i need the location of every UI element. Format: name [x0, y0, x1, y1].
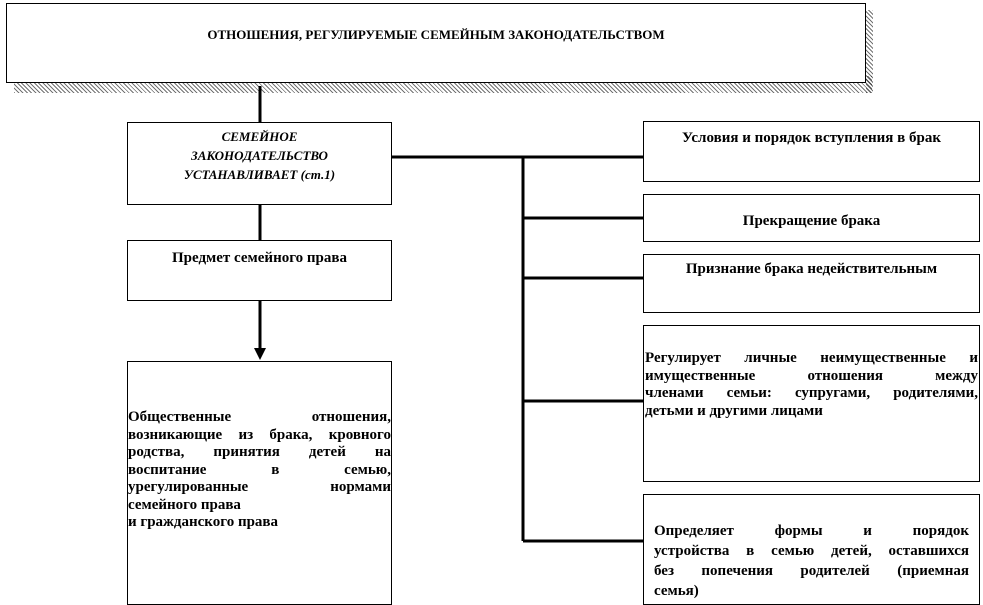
- relations-line-5: урегулированные нормами: [128, 479, 391, 495]
- diagram-title: ОТНОШЕНИЯ, РЕГУЛИРУЕМЫЕ СЕМЕЙНЫМ ЗАКОНОДАТЕЛЬСТВОМ: [207, 27, 665, 42]
- forms-box: [643, 494, 980, 605]
- marriage-conditions-box: [643, 121, 980, 182]
- law-box: [127, 122, 392, 205]
- marriage-termination-text: Прекращение брака: [742, 213, 881, 229]
- relations-line-1: Общественные отношения,: [128, 409, 391, 425]
- subject-box-text: Предмет семейного права: [172, 250, 347, 266]
- subject-box: [127, 240, 392, 301]
- regulates-line-3: членами семьи: супругами, родителями,: [645, 385, 978, 401]
- relations-line-6: семейного права: [128, 496, 241, 513]
- relations-box: [127, 361, 392, 605]
- forms-line-2: устройства в семью детей, оставшихся: [654, 543, 969, 559]
- law-box-line-1: СЕМЕЙНОЕ: [221, 129, 298, 144]
- marriage-conditions-text: Условия и порядок вступления в брак: [682, 130, 941, 146]
- forms-line-4: семья): [654, 583, 699, 599]
- relations-line-4: воспитание в семью,: [128, 461, 391, 478]
- relations-line-7: и гражданского права: [128, 514, 279, 530]
- law-box-line-2: ЗАКОНОДАТЕЛЬСТВО: [191, 148, 328, 163]
- regulates-line-2: имущественные отношения между: [645, 367, 978, 384]
- marriage-invalid-text: Признание брака недействительным: [685, 261, 938, 277]
- regulates-box: [643, 325, 980, 482]
- forms-line-1: Определяет формы и порядок: [654, 523, 969, 539]
- relations-line-3: родства, принятия детей на: [128, 444, 391, 460]
- relations-line-2: возникающие из брака, кровного: [128, 426, 391, 443]
- law-box-line-3: УСТАНАВЛИВАЕТ (ст.1): [183, 167, 336, 182]
- forms-line-3: без попечения родителей (приемная: [654, 563, 969, 579]
- marriage-invalid-box: [643, 254, 980, 313]
- regulates-line-4: детьми и другими лицами: [645, 402, 823, 419]
- marriage-termination-box: [643, 194, 980, 242]
- regulates-line-1: Регулирует личные неимущественные и: [645, 350, 978, 366]
